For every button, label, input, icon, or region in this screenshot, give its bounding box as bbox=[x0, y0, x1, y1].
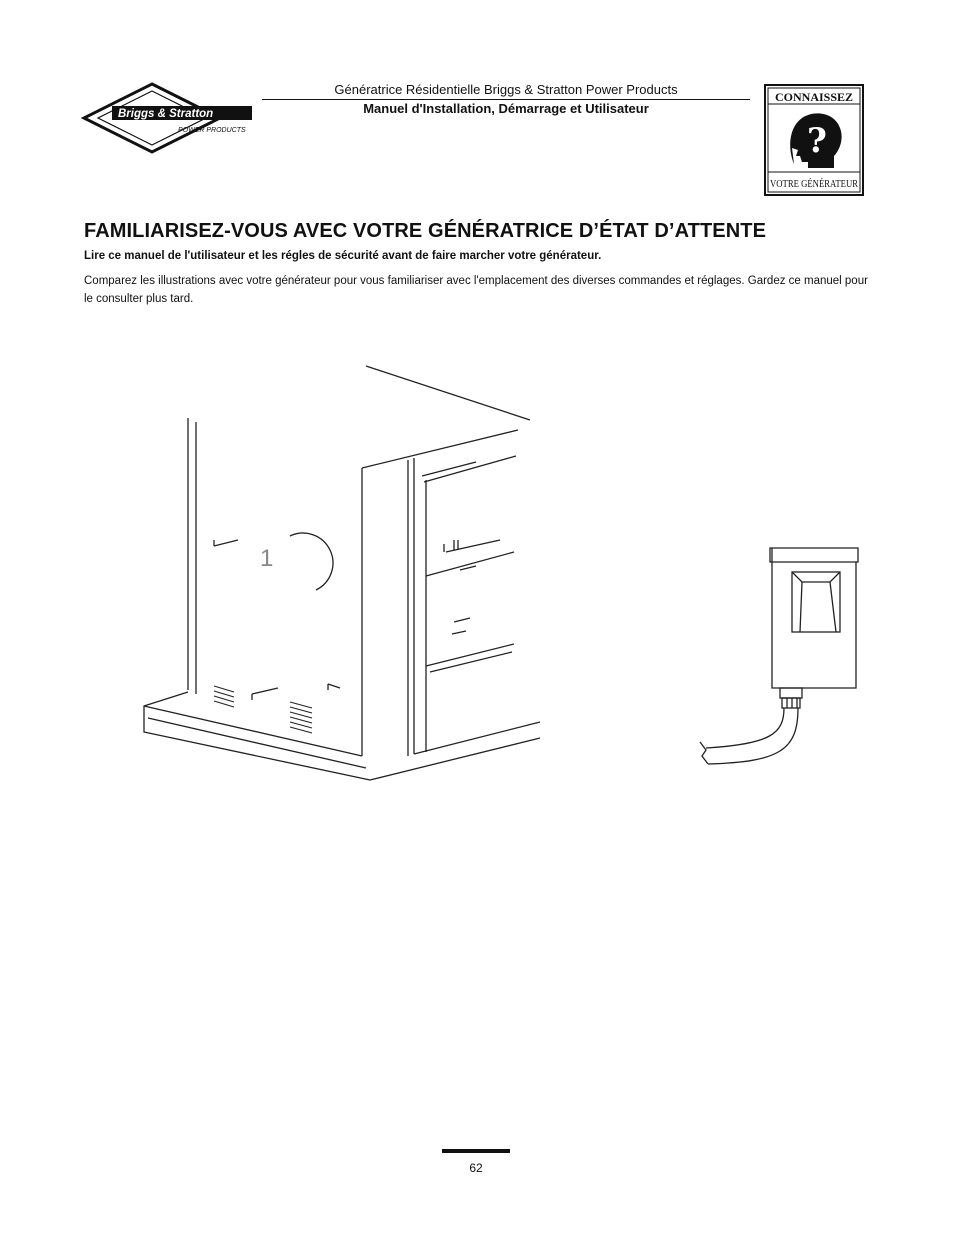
badge-top-text: CONNAISSEZ bbox=[774, 90, 854, 104]
body-paragraph: Comparez les illustrations avec votre générateur pour vous familiariser avec l'emplacement des diverses commandes et réglages. Gardez ce manuel pour le consulter plus tard. bbox=[84, 275, 868, 305]
header-line-2: Manuel d'Installation, Démarrage et Utilisateur bbox=[363, 101, 649, 116]
page-number-bar bbox=[442, 1149, 510, 1153]
generator-illustration bbox=[140, 360, 540, 780]
transfer-switch-illustration bbox=[698, 544, 864, 774]
page-title: FAMILIARISEZ-VOUS AVEC VOTRE GÉNÉRATRICE D’ÉTAT D’ATTENTE bbox=[84, 220, 767, 242]
lead-paragraph: Lire ce manuel de l'utilisateur et les régles de sécurité avant de faire marcher votre générateur. bbox=[84, 250, 602, 262]
know-your-generator-badge bbox=[764, 84, 877, 196]
question-mark-icon: ? bbox=[807, 121, 827, 161]
page-number: 62 bbox=[469, 1161, 483, 1175]
callout-number: 1 bbox=[260, 545, 274, 572]
badge-bottom-text: VOTRE GÉNÉRATEUR bbox=[770, 179, 877, 190]
logo-sub-text: POWER PRODUCTS bbox=[178, 127, 246, 134]
header-rule bbox=[262, 99, 750, 100]
header-line-1: Génératrice Résidentielle Briggs & Stratton Power Products bbox=[334, 82, 678, 97]
briggs-stratton-logo bbox=[82, 82, 254, 154]
logo-brand-text: Briggs & Stratton bbox=[118, 108, 214, 120]
